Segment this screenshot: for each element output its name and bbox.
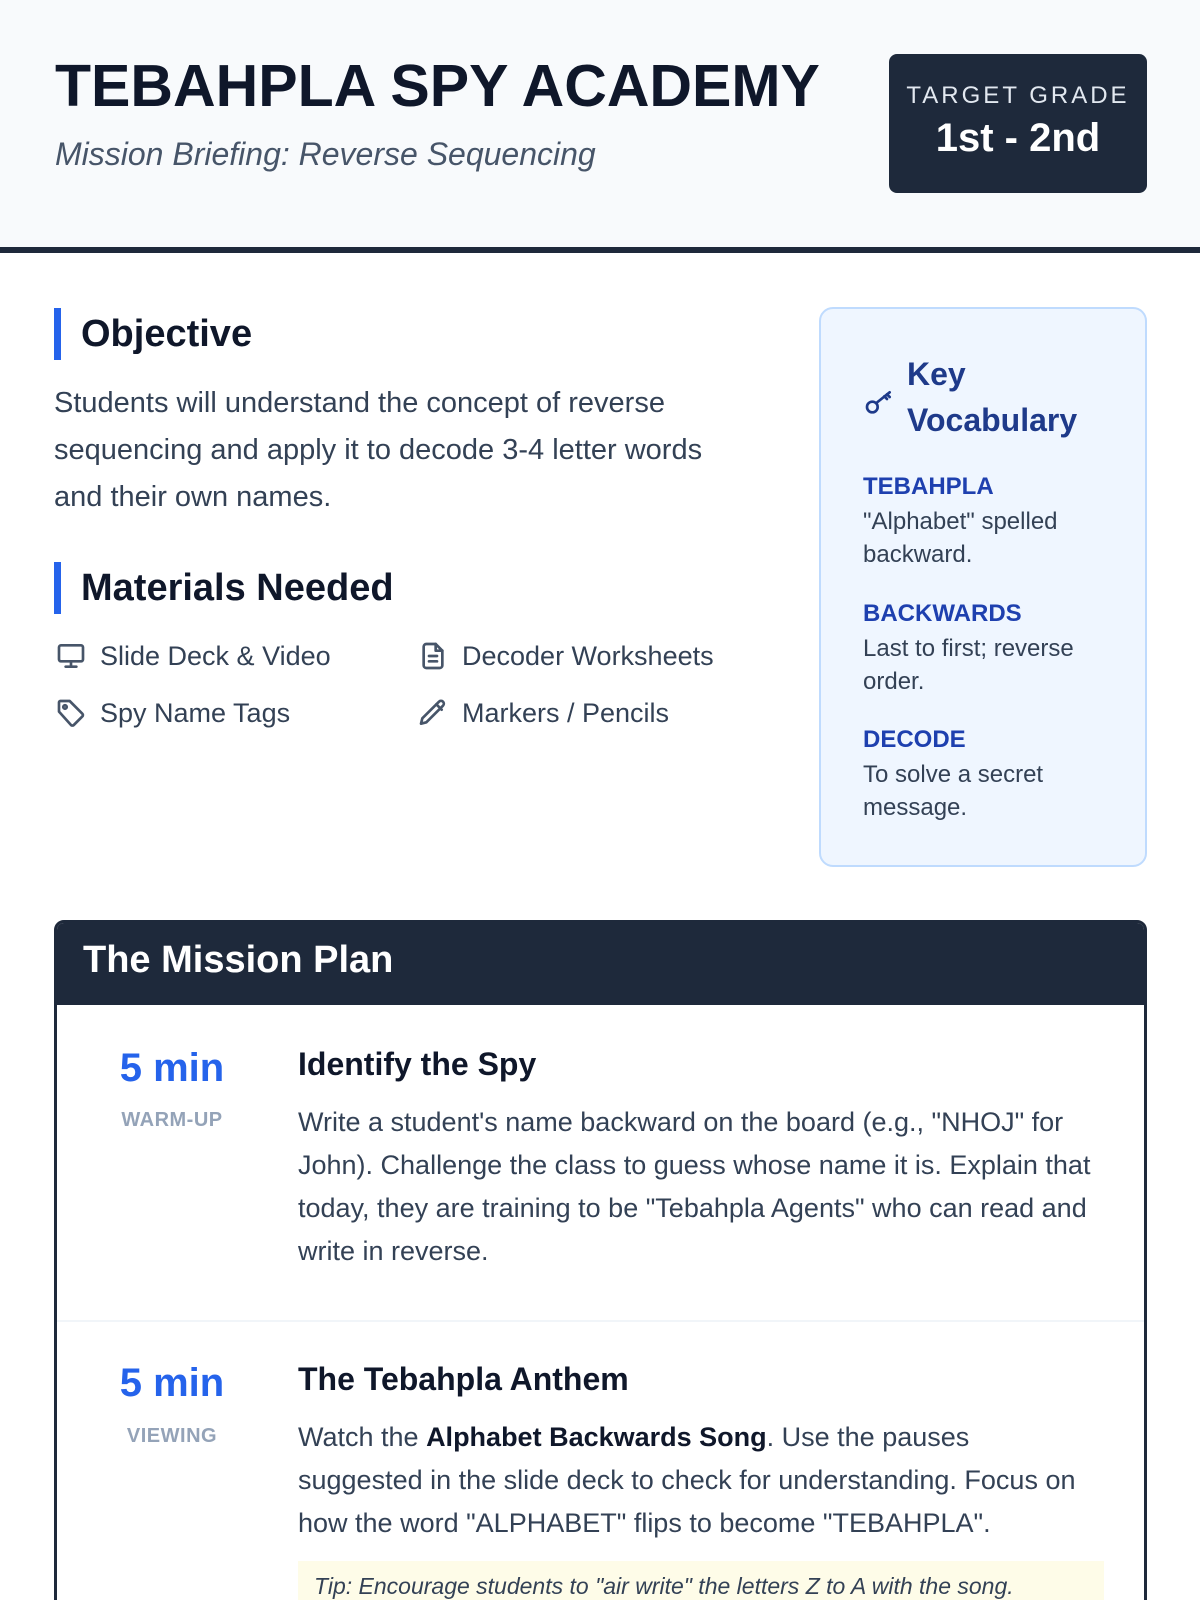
vocab-term: BACKWARDS xyxy=(863,600,1022,627)
vocab-term: DECODE xyxy=(863,726,966,753)
target-grade-badge xyxy=(889,54,1147,193)
objective-text: Students will understand the concept of reverse sequencing and apply it to decode 3-4 letter words and their own names. xyxy=(54,387,703,513)
step-tip: Tip: Encourage students to "air write" the letters Z to A with the song. xyxy=(298,1561,1104,1600)
plan-step xyxy=(57,1322,1144,1600)
step-description: Write a student's name backward on the board (e.g., "NHOJ" for John). Challenge the class to guess whose name it is. Explain that today, they are training to be "Tebahpla Agents" who can read and write in reverse. xyxy=(298,1107,1091,1266)
vocab-term: TEBAHPLA xyxy=(863,473,994,500)
step-type: VIEWING xyxy=(126,1425,218,1447)
tag-icon xyxy=(54,696,88,730)
objective-heading: Objective xyxy=(54,308,252,360)
step-type: WARM-UP xyxy=(121,1109,223,1131)
material-item xyxy=(54,693,290,733)
step-title: Identify the Spy xyxy=(298,1046,537,1082)
page-header xyxy=(0,0,1200,253)
step-description xyxy=(298,1416,1098,1545)
page-subtitle: Mission Briefing: Reverse Sequencing xyxy=(55,136,596,172)
material-label: Markers / Pencils xyxy=(462,697,670,728)
vocab-definition: "Alphabet" spelled backward. xyxy=(863,508,1058,568)
target-grade-label: TARGET GRADE xyxy=(906,82,1130,109)
material-label: Spy Name Tags xyxy=(100,697,291,728)
song-title: Alphabet Backwards Song xyxy=(426,1422,767,1452)
target-grade-value: 1st - 2nd xyxy=(935,116,1101,160)
material-label: Slide Deck & Video xyxy=(100,640,331,671)
step-duration: 5 min xyxy=(119,1361,225,1405)
document-icon xyxy=(416,639,450,673)
vocab-definition: Last to first; reverse order. xyxy=(863,635,1074,695)
vocab-heading: Key Vocabulary xyxy=(907,356,1078,438)
plan-step xyxy=(57,1005,1144,1320)
step-text-part: Watch the xyxy=(298,1422,427,1452)
material-label: Decoder Worksheets xyxy=(462,640,714,671)
step-text-part: . Use the pauses suggested in the slide deck to check for understanding. Focus on how the word "ALPHABET" flips to become "TEBAHPLA". xyxy=(298,1422,1076,1538)
step-title: The Tebahpla Anthem xyxy=(298,1361,629,1397)
vocab-definition: To solve a secret message. xyxy=(863,761,1044,821)
mission-plan-heading: The Mission Plan xyxy=(83,939,394,981)
pencil-icon xyxy=(416,696,450,730)
page-title: TEBAHPLA SPY ACADEMY xyxy=(55,53,820,119)
step-duration: 5 min xyxy=(119,1046,225,1090)
material-item xyxy=(54,636,331,676)
mission-plan-header xyxy=(57,923,1144,1005)
materials-heading: Materials Needed xyxy=(54,562,394,614)
material-item xyxy=(416,636,714,676)
mission-plan-panel xyxy=(54,920,1147,1600)
monitor-icon xyxy=(54,639,88,673)
material-item xyxy=(416,693,669,733)
key-vocabulary-panel xyxy=(819,307,1147,867)
